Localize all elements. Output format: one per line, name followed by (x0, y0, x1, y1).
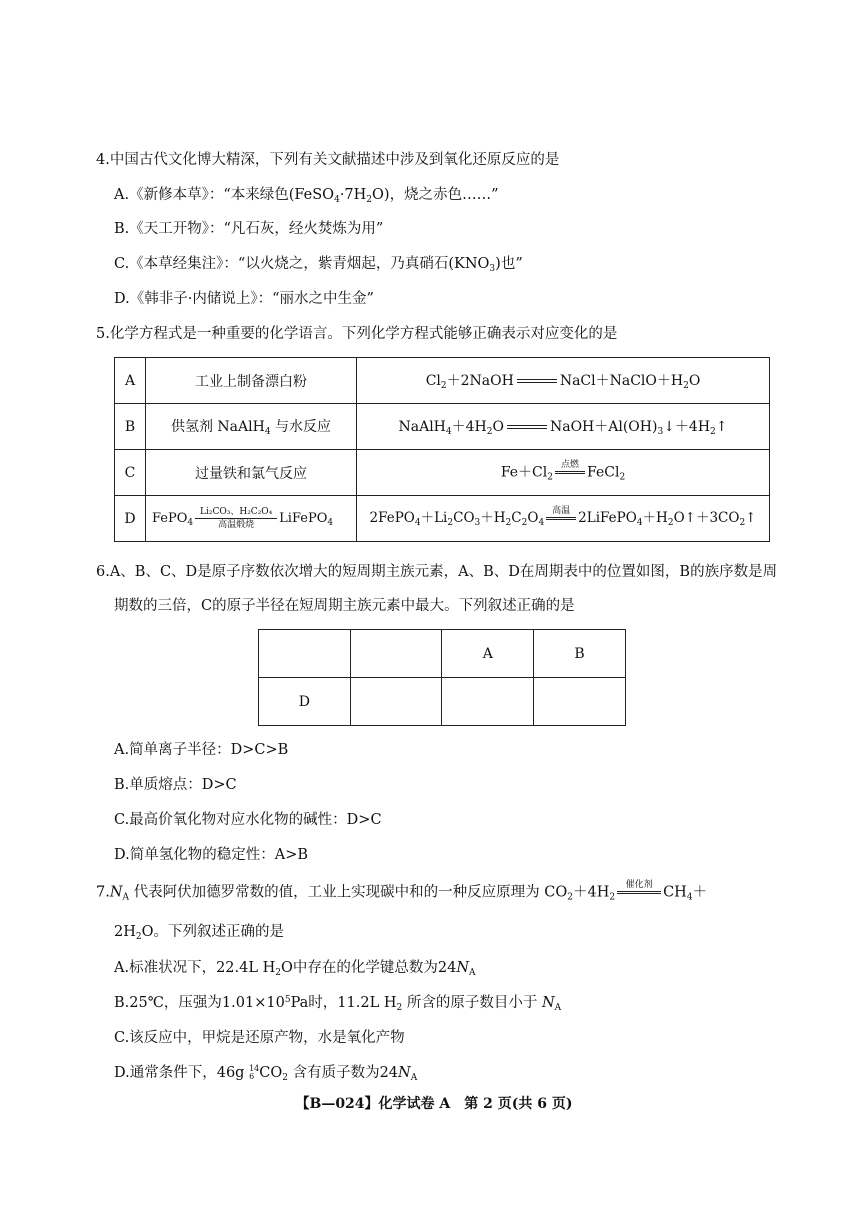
q7-option-c: C.该反应中，甲烷是还原产物，水是氧化产物 (114, 1030, 405, 1046)
row-key: C (115, 450, 146, 496)
table-row (115, 496, 770, 542)
row-desc: 供氢剂 NaAlH$_4$ 与水反应 (146, 404, 357, 450)
row-desc: 工业上制备漂白粉 (146, 358, 357, 404)
table-cell (259, 630, 351, 678)
table-cell (350, 678, 442, 726)
table-cell: D (259, 678, 351, 726)
row-equation: $Fe+Cl_2$ 点燃 FeCl$_2$ (357, 450, 770, 496)
row-equation: $NaAlH_4+4H_2O$ $NaOH+Al(OH)_3↓+4H_2↑$ (357, 404, 770, 450)
periodic-table-fragment (258, 629, 626, 726)
table-row (259, 630, 626, 678)
table-cell (350, 630, 442, 678)
row-key: A (115, 358, 146, 404)
q4-option-b: B.《天工开物》：“凡石灰，经火焚炼为用” (114, 221, 384, 237)
row-key: B (115, 404, 146, 450)
row-desc: FePO$_4$ Li₂CO₃、H₂C₂O₄ 高温煅烧 LiFePO$_4$ (146, 496, 357, 542)
q6-stem-line1: 6.A、B、C、D是原子序数依次增大的短周期主族元素，A、B、D在周期表中的位置如图，B的族序数是周 (96, 564, 778, 580)
row-desc: 过量铁和氯气反应 (146, 450, 357, 496)
q4-option-a: A.《新修本草》：“本来绿色$(FeSO_4\cdot 7H_2O)$，烧之赤色……” (114, 187, 499, 205)
table-cell: A (442, 630, 534, 678)
row-equation: $2FePO_4+Li_2CO_3+H_2C_2O_4$ 高温 $2LiFePO_4+H_2O↑+3CO_2↑$ (357, 496, 770, 542)
q7-option-d: D.通常条件下，46g 14 6 $CO_2$ 含有质子数为$24N_A$ (114, 1064, 418, 1083)
page-footer: 【B—024】化学试卷 A 第 2 页(共 6 页) (295, 1096, 573, 1112)
q4-option-c: C.《本草经集注》：“以火烧之，紫青烟起，乃真硝石$(KNO_3)$也” (114, 256, 523, 274)
q6-stem-line2: 期数的三倍，C的原子半径在短周期主族元素中最大。下列叙述正确的是 (114, 598, 575, 614)
q4-stem: 4.中国古代文化博大精深，下列有关文献描述中涉及到氧化还原反应的是 (96, 152, 560, 168)
q5-equation-table (114, 357, 770, 542)
q7-stem-line2: $2H_2O$。下列叙述正确的是 (114, 924, 284, 942)
q6-option-b: B.单质熔点：D>C (114, 777, 237, 793)
table-row (115, 450, 770, 496)
row-equation: $Cl_2+2NaOH$ $NaCl+NaClO+H_2O$ (357, 358, 770, 404)
q7-stem-line1: $7.N_A$ 代表阿伏加德罗常数的值，工业上实现碳中和的一种反应原理为 $CO_2+4H_2$ 催化剂 $CH_4+$ (96, 880, 708, 903)
q7-option-b: B.25℃，压强为$1.01\times 10^5Pa$时，11.2L $H_2$ 所含的原子数目小于 $N_A$ (114, 995, 562, 1013)
q6-option-a: A.简单离子半径：D>C>B (114, 742, 289, 758)
q5-stem: 5.化学方程式是一种重要的化学语言。下列化学方程式能够正确表示对应变化的是 (96, 326, 618, 342)
q6-option-d: D.简单氢化物的稳定性：A>B (114, 847, 308, 863)
table-row (259, 678, 626, 726)
table-cell (534, 678, 626, 726)
table-cell (442, 678, 534, 726)
table-row (115, 358, 770, 404)
table-row (115, 404, 770, 450)
q7-option-a: A.标准状况下，22.4L $H_2O$中存在的化学键总数为$24N_A$ (114, 960, 476, 978)
q4-option-d: D.《韩非子·内储说上》：“丽水之中生金” (114, 291, 374, 307)
row-key: D (115, 496, 146, 542)
q6-option-c: C.最高价氧化物对应水化物的碱性：D>C (114, 812, 382, 828)
table-cell: B (534, 630, 626, 678)
